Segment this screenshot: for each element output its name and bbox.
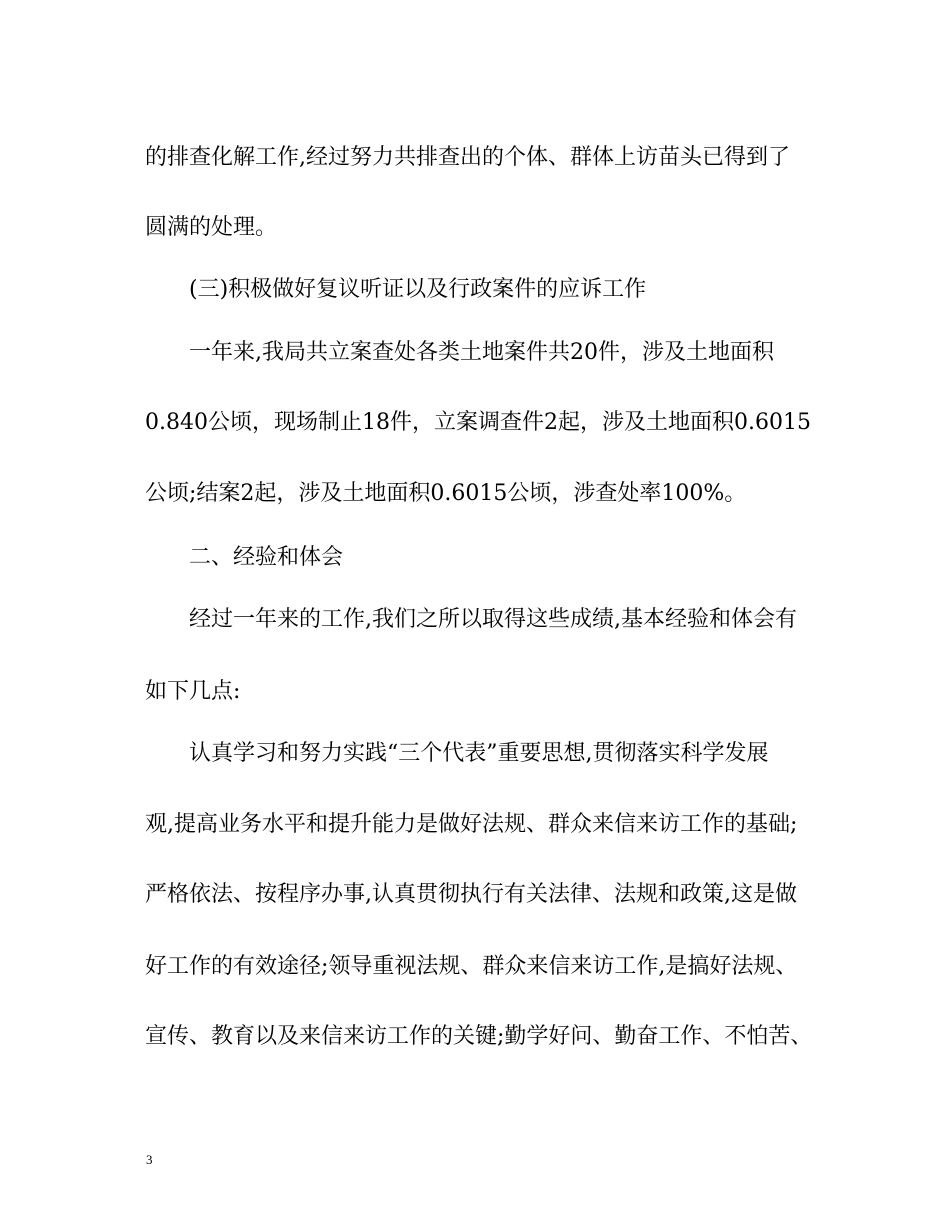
paragraph-line: 好工作的有效途径;领导重视法规、群众来信来访工作,是搞好法规、 <box>145 954 798 979</box>
paragraph-line: 一年来,我局共立案查处各类土地案件共20件，涉及土地面积 <box>189 340 774 365</box>
section-heading: (三)积极做好复议听证以及行政案件的应诉工作 <box>189 277 647 302</box>
paragraph-line: 的排查化解工作,经过努力共排查出的个体、群体上访苗头已得到了 <box>145 145 790 170</box>
paragraph-line: 严格依法、按程序办事,认真贯彻执行有关法律、法规和政策,这是做 <box>145 882 797 907</box>
paragraph-line: 圆满的处理。 <box>145 215 278 240</box>
paragraph-line: 认真学习和努力实践“三个代表”重要思想,贯彻落实科学发展 <box>189 741 769 766</box>
paragraph-line: 如下几点: <box>145 679 241 704</box>
paragraph-line: 宣传、教育以及来信来访工作的关键;勤学好问、勤奋工作、不怕苦、 <box>145 1024 813 1049</box>
section-heading: 二、经验和体会 <box>189 545 344 570</box>
paragraph-line: 经过一年来的工作,我们之所以取得这些成绩,基本经验和体会有 <box>189 607 797 632</box>
paragraph-line: 观,提高业务水平和提升能力是做好法规、群众来信来访工作的基础; <box>145 812 798 837</box>
paragraph-line: 公顷;结案2起，涉及土地面积0.6015公顷，涉查处率100%。 <box>145 481 747 506</box>
paragraph-line: 0.840公顷，现场制止18件，立案调查件2起，涉及土地面积0.6015 <box>145 410 811 435</box>
page-number: 3 <box>146 1152 153 1167</box>
